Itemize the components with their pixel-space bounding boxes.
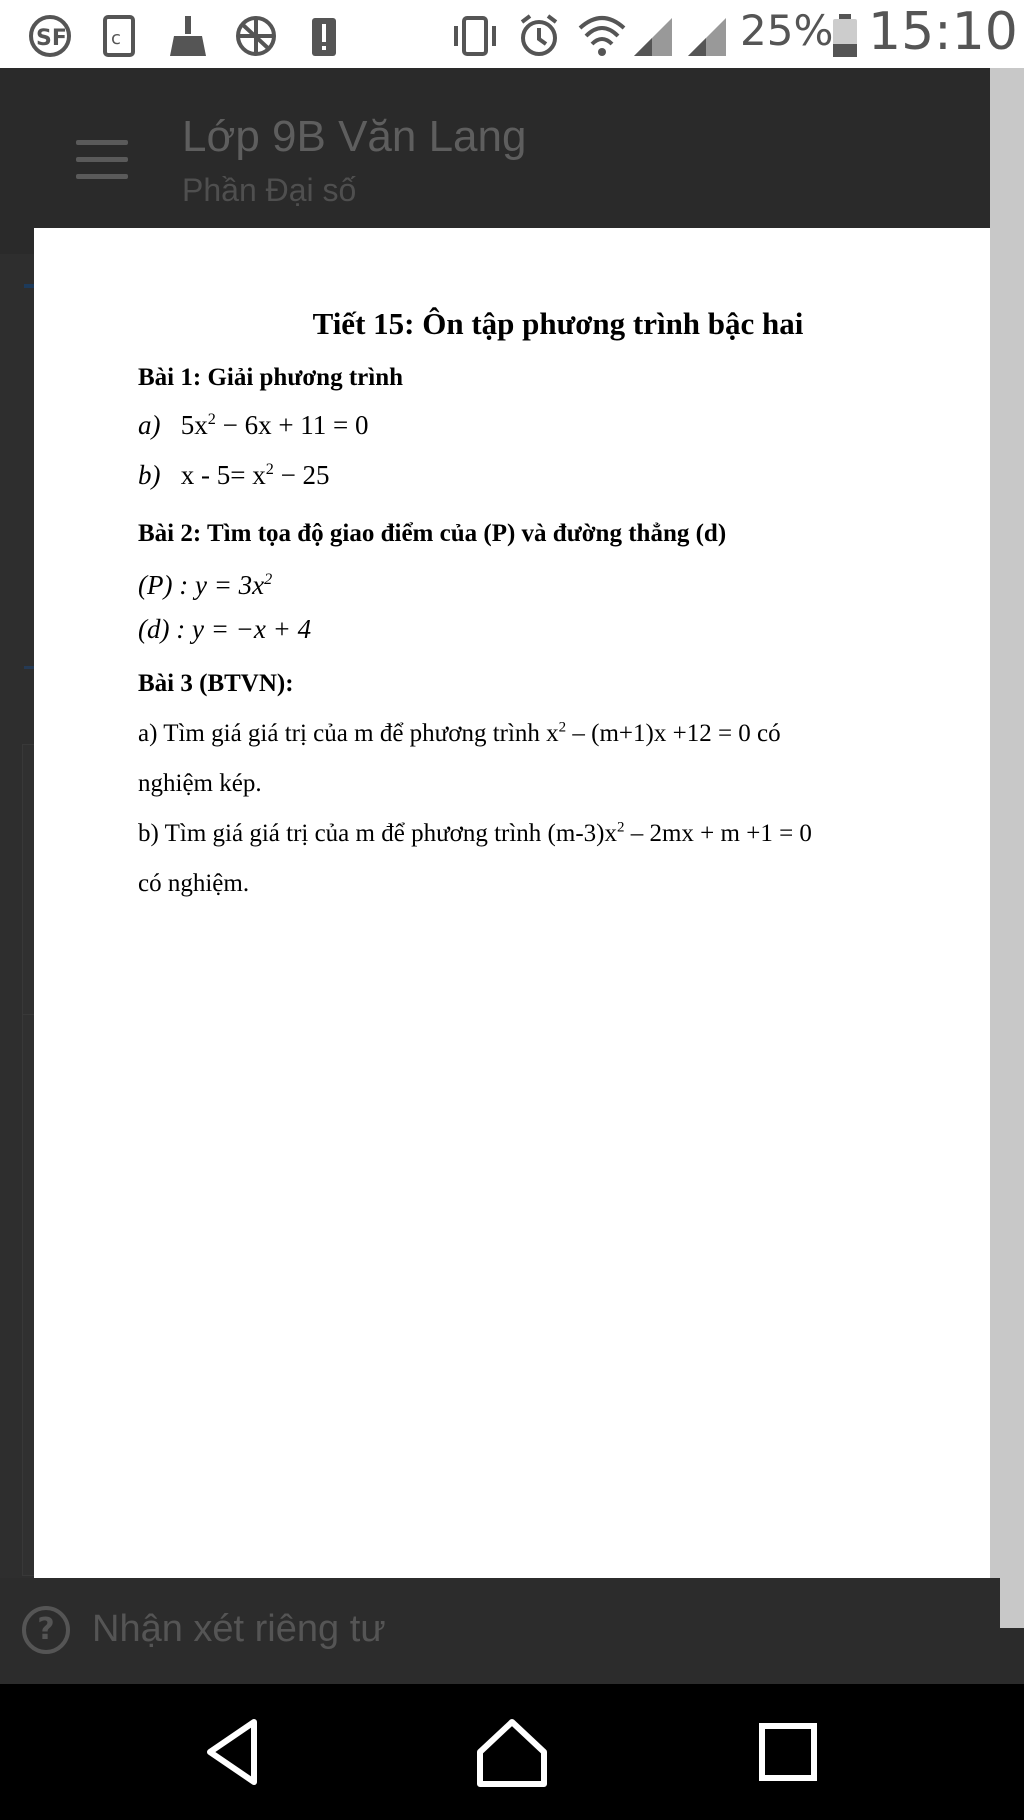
exercise-3a-text-end: – (m+1)x +12 = 0 có bbox=[566, 720, 781, 747]
home-icon[interactable] bbox=[474, 1714, 550, 1790]
exercise-1b bbox=[138, 460, 330, 491]
parabola-equation-text: (P) : y = 3x bbox=[138, 570, 265, 600]
exponent: 2 bbox=[264, 570, 273, 588]
line-equation: (d) : y = −x + 4 bbox=[138, 614, 312, 644]
exponent: 2 bbox=[207, 410, 216, 428]
cleaner-broom-icon bbox=[166, 14, 210, 58]
clock: 15:10 bbox=[868, 2, 1018, 62]
navigation-bar bbox=[0, 1684, 1024, 1820]
class-title: Lớp 9B Văn Lang bbox=[182, 112, 527, 161]
vpn-globe-icon bbox=[234, 14, 278, 58]
exercise-1a bbox=[138, 410, 369, 441]
sf-icon bbox=[26, 14, 76, 58]
battery-icon bbox=[832, 14, 858, 58]
exercise-1b-lhs: x - 5= x bbox=[180, 460, 266, 490]
battery-percent: 25% bbox=[740, 6, 834, 55]
exercise-1b-label: b) bbox=[138, 460, 161, 490]
exercise-1a-lhs: 5x bbox=[180, 410, 208, 440]
class-subtitle: Phần Đại số bbox=[182, 172, 357, 208]
parabola-equation bbox=[138, 570, 272, 601]
back-icon[interactable] bbox=[198, 1714, 274, 1790]
exercise-1a-rest: − 6x + 11 = 0 bbox=[215, 410, 369, 440]
wifi-icon bbox=[578, 14, 626, 58]
alarm-icon bbox=[516, 14, 562, 58]
exponent: 2 bbox=[616, 819, 625, 836]
exercise-1b-rest: − 25 bbox=[273, 460, 330, 490]
cloud-sync-icon bbox=[102, 14, 136, 58]
exercise-3b-text: b) Tìm giá giá trị của m để phương trình (m-3)x bbox=[138, 820, 617, 847]
battery-alert-icon bbox=[310, 14, 338, 58]
signal-2-icon bbox=[686, 14, 728, 58]
signal-1-icon bbox=[632, 14, 674, 58]
exponent: 2 bbox=[265, 460, 274, 478]
private-comment-bar[interactable] bbox=[0, 1578, 1000, 1684]
private-comment-label[interactable]: Nhận xét riêng tư bbox=[92, 1608, 386, 1650]
exercise-1-heading: Bài 1: Giải phương trình bbox=[138, 364, 404, 391]
exercise-3a-line2: nghiệm kép. bbox=[138, 770, 262, 797]
document-viewer bbox=[34, 228, 990, 1578]
menu-icon[interactable] bbox=[76, 140, 128, 180]
exercise-3b-line1 bbox=[138, 820, 812, 848]
bg-accent-mark bbox=[24, 284, 34, 288]
exercise-3b-text-end: – 2mx + m +1 = 0 bbox=[624, 820, 812, 847]
svg-text:SF: SF bbox=[36, 26, 67, 51]
vibrate-icon bbox=[450, 14, 500, 58]
status-bar bbox=[0, 0, 1024, 68]
exercise-3-heading: Bài 3 (BTVN): bbox=[138, 670, 294, 697]
exponent: 2 bbox=[558, 719, 567, 736]
document-title: Tiết 15: Ôn tập phương trình bậc hai bbox=[312, 306, 804, 341]
exercise-3a-line1 bbox=[138, 720, 781, 748]
exercise-3a-text: a) Tìm giá giá trị của m để phương trình x bbox=[138, 720, 559, 747]
exercise-3b-line2: có nghiệm. bbox=[138, 870, 250, 897]
recents-icon[interactable] bbox=[750, 1714, 826, 1790]
svg-text:c: c bbox=[111, 28, 121, 49]
app-bar bbox=[0, 68, 1024, 254]
exercise-2-heading: Bài 2: Tìm tọa độ giao điểm của (P) và đường thẳng (d) bbox=[138, 520, 727, 547]
scrollbar[interactable] bbox=[990, 68, 1024, 1628]
exercise-1a-label: a) bbox=[138, 410, 161, 440]
help-icon: ? bbox=[22, 1606, 70, 1654]
